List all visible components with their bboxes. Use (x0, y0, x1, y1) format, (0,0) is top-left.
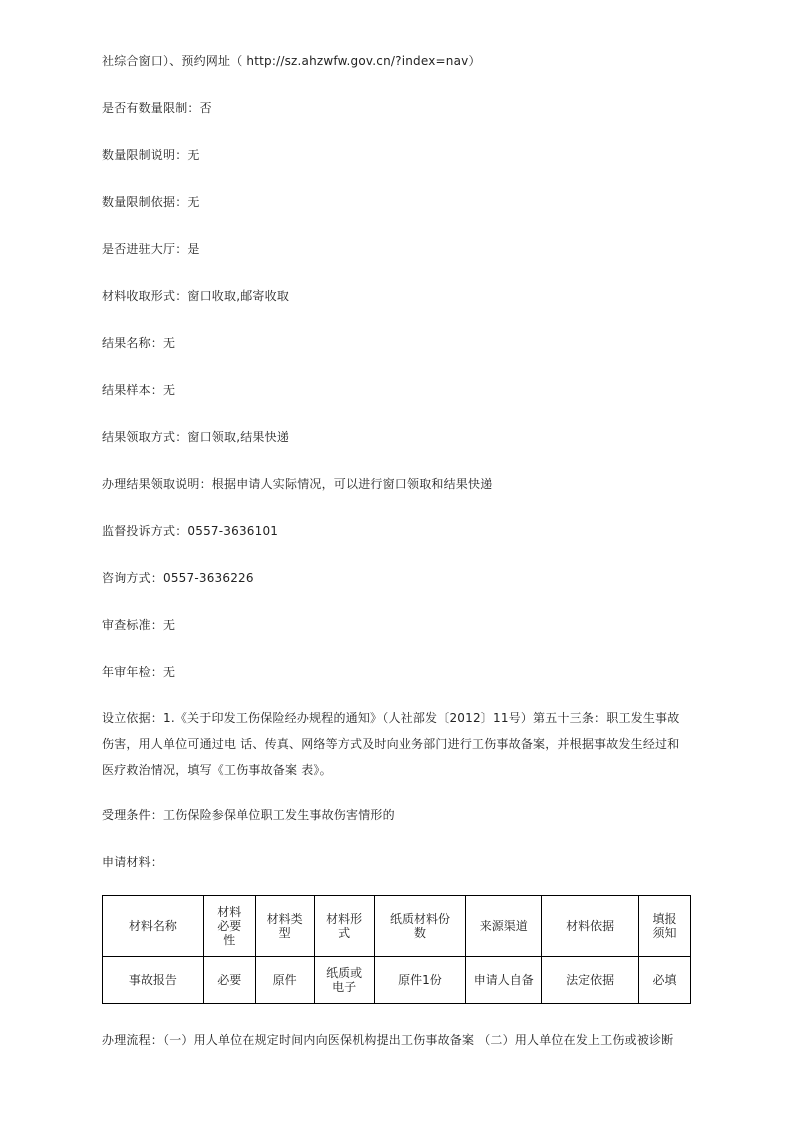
table-row (103, 957, 691, 1004)
result-sample-line: 结果样本：无 (102, 383, 176, 397)
process-line: 办理流程：（一）用人单位在规定时间内向医保机构提出工伤事故备案 （二）用人单位在发上工伤或被诊断 (102, 1033, 674, 1047)
header-cell: 材料 必要 性 (203, 896, 255, 957)
basis-paragraph (102, 705, 702, 783)
table-cell: 必要 (203, 957, 255, 1004)
quantity-limit-line: 是否有数量限制：否 (102, 101, 212, 115)
header-cell: 填报 须知 (639, 896, 691, 957)
header-cell: 材料类 型 (255, 896, 314, 957)
hall-entry-line: 是否进驻大厅：是 (102, 242, 200, 256)
complaint-line: 监督投诉方式：0557-3636101 (102, 524, 279, 538)
header-cell: 来源渠道 (466, 896, 542, 957)
result-pickup-line: 结果领取方式：窗口领取,结果快递 (102, 430, 290, 444)
basis-line-1: 设立依据：1.《关于印发工伤保险经办规程的通知》（人社部发〔2012〕11号）第五十三条：职工发生事故 (102, 711, 680, 725)
table-cell: 纸质或 电子 (314, 957, 374, 1004)
quantity-limit-basis-line: 数量限制依据：无 (102, 195, 200, 209)
table-cell: 必填 (639, 957, 691, 1004)
table-cell: 原件1份 (374, 957, 466, 1004)
materials-table (102, 895, 691, 1004)
table-cell: 事故报告 (103, 957, 204, 1004)
booking-url-line: 社综合窗口）、预约网址（ http://sz.ahzwfw.gov.cn/?index=nav） (102, 54, 481, 68)
materials-label: 申请材料： (102, 855, 164, 869)
consult-line: 咨询方式：0557-3636226 (102, 571, 254, 585)
header-cell: 纸质材料份 数 (374, 896, 466, 957)
basis-line-2: 伤害，用人单位可通过电 话、传真、网络等方式及时向业务部门进行工伤事故备案，并根据事故发生经过和 (102, 737, 680, 751)
review-standard-line: 审查标准：无 (102, 618, 176, 632)
header-cell: 材料名称 (103, 896, 204, 957)
quantity-limit-desc-line: 数量限制说明：无 (102, 148, 200, 162)
header-cell: 材料依据 (542, 896, 639, 957)
material-collection-line: 材料收取形式：窗口收取,邮寄收取 (102, 289, 290, 303)
annual-review-line: 年审年检：无 (102, 665, 176, 679)
conditions-line: 受理条件：工伤保险参保单位职工发生事故伤害情形的 (102, 808, 395, 822)
table-cell: 申请人自备 (466, 957, 542, 1004)
table-header-row (103, 896, 691, 957)
header-cell: 材料形 式 (314, 896, 374, 957)
basis-line-3: 医疗救治情况，填写《工伤事故备案 表》。 (102, 763, 332, 777)
table-cell: 法定依据 (542, 957, 639, 1004)
result-pickup-desc-line: 办理结果领取说明：根据申请人实际情况，可以进行窗口领取和结果快递 (102, 477, 493, 491)
result-name-line: 结果名称：无 (102, 336, 176, 350)
table-cell: 原件 (255, 957, 314, 1004)
